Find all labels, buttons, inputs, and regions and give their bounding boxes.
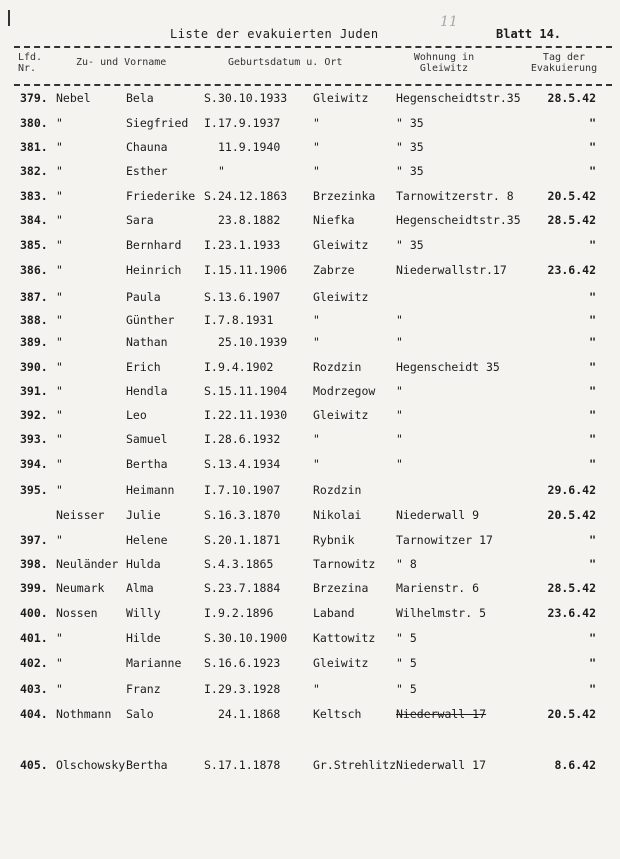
birth-place: Rozdzin [313, 360, 362, 374]
entry-number: 388. [20, 313, 48, 327]
surname: " [56, 656, 63, 670]
entry-number: 400. [20, 606, 48, 620]
birth-place: Laband [313, 606, 355, 620]
birth-place: Gleiwitz [313, 238, 369, 252]
col-header-nr: Lfd. Nr. [18, 52, 43, 74]
given-name: Bertha [126, 758, 168, 772]
given-name: Heinrich [126, 263, 182, 277]
entry-number: 402. [20, 656, 48, 670]
birth-place: Kattowitz [313, 631, 376, 645]
given-name: Franz [126, 682, 161, 696]
address: " 35 [396, 164, 424, 178]
evacuation-date: 28.5.42 [547, 213, 596, 227]
given-name: Leo [126, 408, 147, 422]
surname: " [56, 483, 63, 497]
header-rule-top [14, 46, 612, 48]
birth-place: Brzezina [313, 581, 369, 595]
given-name: Heimann [126, 483, 175, 497]
evacuation-date: " [589, 335, 596, 349]
surname: " [56, 432, 63, 446]
evacuation-date: " [589, 140, 596, 154]
address: Tarnowitzer 17 [396, 533, 493, 547]
address: " 35 [396, 140, 424, 154]
address: " 5 [396, 682, 417, 696]
birth-place: Gleiwitz [313, 91, 369, 105]
entry-number: 391. [20, 384, 48, 398]
table-row [0, 140, 620, 156]
evacuation-date: " [589, 408, 596, 422]
table-row [0, 116, 620, 132]
table-row [0, 432, 620, 448]
given-name: Paula [126, 290, 161, 304]
birth-place: " [313, 116, 320, 130]
birth-date: 28.6.1932 [218, 432, 281, 446]
sex-marker: S. [204, 533, 218, 547]
birth-place: Niefka [313, 213, 355, 227]
birth-date: 23.8.1882 [218, 213, 281, 227]
evacuation-date: " [589, 384, 596, 398]
birth-date: 16.3.1870 [218, 508, 281, 522]
surname: " [56, 116, 63, 130]
sex-marker: I. [204, 432, 218, 446]
surname: Olschowsky [56, 758, 126, 772]
evacuation-date: " [589, 432, 596, 446]
evacuation-date: " [589, 238, 596, 252]
birth-place: Gleiwitz [313, 656, 369, 670]
table-row [0, 508, 620, 524]
given-name: Helene [126, 533, 168, 547]
col-header-name: Zu- und Vorname [76, 57, 167, 68]
entry-number: 382. [20, 164, 48, 178]
birth-date: 16.6.1923 [218, 656, 281, 670]
birth-place: Rozdzin [313, 483, 362, 497]
evacuation-date: " [589, 557, 596, 571]
address: Niederwall 9 [396, 508, 480, 522]
address: Hegenscheidt 35 [396, 360, 500, 374]
surname: " [56, 189, 63, 203]
table-row [0, 656, 620, 672]
entry-number: 401. [20, 631, 48, 645]
birth-place: Gleiwitz [313, 290, 369, 304]
birth-place: Nikolai [313, 508, 362, 522]
birth-place: Brzezinka [313, 189, 376, 203]
evacuation-date: " [589, 533, 596, 547]
address: " [396, 313, 403, 327]
evacuation-date: 28.5.42 [547, 91, 596, 105]
surname: " [56, 290, 63, 304]
pencil-note: 11 [440, 14, 458, 30]
given-name: Hilde [126, 631, 161, 645]
surname: Neisser [56, 508, 105, 522]
evacuation-date: " [589, 164, 596, 178]
birth-date: 17.9.1937 [218, 116, 281, 130]
birth-date: 4.3.1865 [218, 557, 274, 571]
birth-place: " [313, 682, 320, 696]
table-row [0, 483, 620, 499]
sex-marker: S. [204, 508, 218, 522]
birth-date: 25.10.1939 [218, 335, 288, 349]
header-rule-bottom [14, 84, 612, 86]
address: " [396, 408, 403, 422]
table-row [0, 213, 620, 229]
address: Niederwall 17 [396, 707, 487, 721]
table-row [0, 707, 620, 723]
given-name: Hulda [126, 557, 161, 571]
list-title: Liste der evakuierten Juden [170, 27, 379, 41]
table-row [0, 238, 620, 254]
sheet-number: Blatt 14. [496, 27, 562, 41]
address: " [396, 384, 403, 398]
given-name: Hendla [126, 384, 168, 398]
surname: Nebel [56, 91, 91, 105]
evacuation-date: 20.5.42 [547, 189, 596, 203]
evacuation-date: " [589, 116, 596, 130]
table-row [0, 758, 620, 774]
surname: " [56, 164, 63, 178]
birth-date: 15.11.1906 [218, 263, 288, 277]
table-row [0, 457, 620, 473]
given-name: Sara [126, 213, 154, 227]
sex-marker: S. [204, 189, 218, 203]
birth-place: Zabrze [313, 263, 355, 277]
birth-date: 7.10.1907 [218, 483, 281, 497]
entry-number: 394. [20, 457, 48, 471]
birth-place: Modrzegow [313, 384, 376, 398]
entry-number: 399. [20, 581, 48, 595]
sex-marker: S. [204, 91, 218, 105]
evacuation-date: 20.5.42 [547, 508, 596, 522]
entry-number: 386. [20, 263, 48, 277]
evacuation-date: " [589, 313, 596, 327]
sex-marker: S. [204, 290, 218, 304]
surname: Neumark [56, 581, 105, 595]
evacuation-date: 23.6.42 [547, 606, 596, 620]
given-name: Bela [126, 91, 154, 105]
col-header-date: Tag der Evakuierung [530, 52, 598, 74]
sex-marker: I. [204, 313, 218, 327]
table-row [0, 290, 620, 306]
evacuation-date: 8.6.42 [554, 758, 596, 772]
surname: " [56, 533, 63, 547]
birth-date: 13.6.1907 [218, 290, 281, 304]
table-row [0, 557, 620, 573]
entry-number: 387. [20, 290, 48, 304]
sex-marker: I. [204, 682, 218, 696]
sex-marker: S. [204, 384, 218, 398]
birth-date: 22.11.1930 [218, 408, 288, 422]
birth-date: 23.7.1884 [218, 581, 281, 595]
birth-date: 17.1.1878 [218, 758, 281, 772]
table-row [0, 581, 620, 597]
entry-number: 381. [20, 140, 48, 154]
birth-date: 7.8.1931 [218, 313, 274, 327]
birth-date: " [218, 164, 225, 178]
birth-date: 15.11.1904 [218, 384, 288, 398]
given-name: Günther [126, 313, 175, 327]
evacuation-date: 29.6.42 [547, 483, 596, 497]
given-name: Esther [126, 164, 168, 178]
given-name: Erich [126, 360, 161, 374]
surname: Nothmann [56, 707, 112, 721]
evacuation-date: " [589, 656, 596, 670]
birth-place: Keltsch [313, 707, 362, 721]
birth-date: 30.10.1900 [218, 631, 288, 645]
entry-number: 403. [20, 682, 48, 696]
address: Wilhelmstr. 5 [396, 606, 487, 620]
birth-place: " [313, 164, 320, 178]
sex-marker: S. [204, 457, 218, 471]
table-row [0, 313, 620, 329]
address: Tarnowitzerstr. 8 [396, 189, 514, 203]
sex-marker: S. [204, 631, 218, 645]
birth-place: " [313, 432, 320, 446]
given-name: Bertha [126, 457, 168, 471]
entry-number: 383. [20, 189, 48, 203]
surname: " [56, 457, 63, 471]
address: " 5 [396, 631, 417, 645]
table-row [0, 335, 620, 351]
entry-number: 385. [20, 238, 48, 252]
evacuation-date: " [589, 682, 596, 696]
birth-date: 9.4.1902 [218, 360, 274, 374]
entry-number: 393. [20, 432, 48, 446]
evacuation-date: " [589, 360, 596, 374]
birth-date: 23.1.1933 [218, 238, 281, 252]
given-name: Samuel [126, 432, 168, 446]
birth-date: 30.10.1933 [218, 91, 288, 105]
birth-place: " [313, 313, 320, 327]
entry-number: 380. [20, 116, 48, 130]
table-row [0, 533, 620, 549]
entry-number: 398. [20, 557, 48, 571]
entry-number: 379. [20, 91, 48, 105]
address: " [396, 457, 403, 471]
col-header-birth: Geburtsdatum u. Ort [228, 57, 343, 68]
sex-marker: I. [204, 360, 218, 374]
evacuation-date: " [589, 290, 596, 304]
sex-marker: I. [204, 238, 218, 252]
address: " 5 [396, 656, 417, 670]
surname: " [56, 360, 63, 374]
sex-marker: I. [204, 606, 218, 620]
birth-place: Gleiwitz [313, 408, 369, 422]
birth-place: " [313, 140, 320, 154]
table-row [0, 360, 620, 376]
address: " 8 [396, 557, 417, 571]
evacuation-date: " [589, 631, 596, 645]
sex-marker: I. [204, 408, 218, 422]
table-row [0, 91, 620, 107]
given-name: Siegfried [126, 116, 189, 130]
sex-marker: S. [204, 581, 218, 595]
surname: " [56, 682, 63, 696]
surname: " [56, 408, 63, 422]
address: " [396, 335, 403, 349]
given-name: Salo [126, 707, 154, 721]
birth-date: 29.3.1928 [218, 682, 281, 696]
entry-number: 390. [20, 360, 48, 374]
address: " 35 [396, 238, 424, 252]
given-name: Nathan [126, 335, 168, 349]
margin-mark [8, 10, 10, 26]
given-name: Willy [126, 606, 161, 620]
birth-date: 11.9.1940 [218, 140, 281, 154]
surname: " [56, 263, 63, 277]
sex-marker: S. [204, 557, 218, 571]
address: Niederwall 17 [396, 758, 487, 772]
birth-place: Gr.Strehlitz [313, 758, 397, 772]
table-row [0, 606, 620, 622]
entry-number: 404. [20, 707, 48, 721]
birth-place: " [313, 457, 320, 471]
birth-place: " [313, 335, 320, 349]
birth-place: Rybnik [313, 533, 355, 547]
table-row [0, 384, 620, 400]
given-name: Chauna [126, 140, 168, 154]
surname: " [56, 313, 63, 327]
given-name: Friederike [126, 189, 196, 203]
address: Niederwallstr.17 [396, 263, 507, 277]
surname: " [56, 384, 63, 398]
surname: " [56, 213, 63, 227]
sex-marker: I. [204, 116, 218, 130]
sex-marker: S. [204, 758, 218, 772]
table-row [0, 682, 620, 698]
address: " 35 [396, 116, 424, 130]
surname: " [56, 238, 63, 252]
entry-number: 397. [20, 533, 48, 547]
evacuation-date: 23.6.42 [547, 263, 596, 277]
entry-number: 389. [20, 335, 48, 349]
entry-number: 392. [20, 408, 48, 422]
surname: Neuländer [56, 557, 119, 571]
entry-number: 384. [20, 213, 48, 227]
surname: " [56, 631, 63, 645]
birth-date: 20.1.1871 [218, 533, 281, 547]
sex-marker: S. [204, 656, 218, 670]
sex-marker: I. [204, 263, 218, 277]
birth-date: 24.12.1863 [218, 189, 288, 203]
evacuation-date: 28.5.42 [547, 581, 596, 595]
evacuation-date: " [589, 457, 596, 471]
entry-number: 395. [20, 483, 48, 497]
surname: " [56, 335, 63, 349]
address: Marienstr. 6 [396, 581, 480, 595]
sex-marker: I. [204, 483, 218, 497]
birth-date: 13.4.1934 [218, 457, 281, 471]
birth-date: 9.2.1896 [218, 606, 274, 620]
surname: Nossen [56, 606, 98, 620]
entry-number: 405. [20, 758, 48, 772]
address: Hegenscheidtstr.35 [396, 91, 521, 105]
col-header-address: Wohnung in Gleiwitz [413, 52, 475, 74]
table-row [0, 631, 620, 647]
birth-place: Tarnowitz [313, 557, 376, 571]
address: " [396, 432, 403, 446]
evacuation-date: 20.5.42 [547, 707, 596, 721]
table-row [0, 164, 620, 180]
birth-date: 24.1.1868 [218, 707, 281, 721]
given-name: Marianne [126, 656, 182, 670]
table-row [0, 189, 620, 205]
table-row [0, 408, 620, 424]
surname: " [56, 140, 63, 154]
address: Hegenscheidtstr.35 [396, 213, 521, 227]
table-row [0, 263, 620, 279]
given-name: Julie [126, 508, 161, 522]
given-name: Bernhard [126, 238, 182, 252]
given-name: Alma [126, 581, 154, 595]
